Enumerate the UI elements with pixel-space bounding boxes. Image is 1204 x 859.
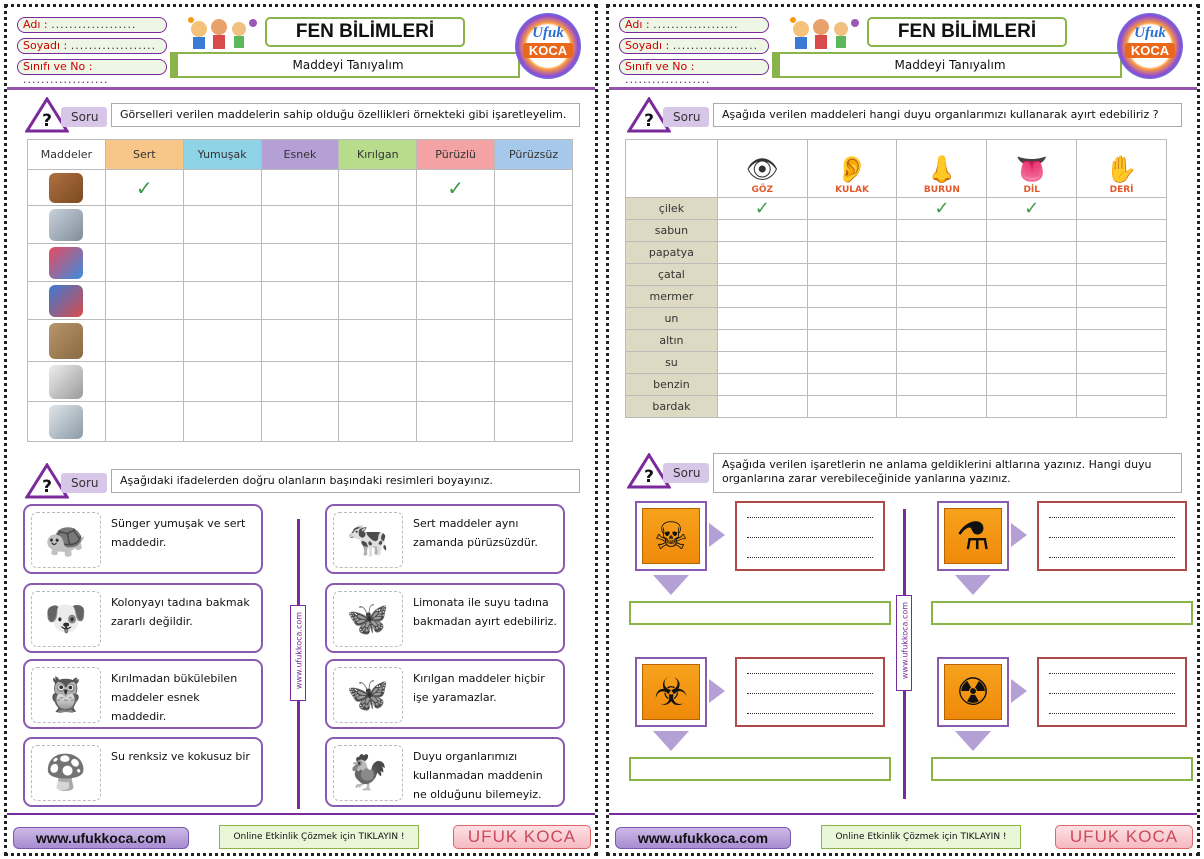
question-text: Aşağıda verilen maddeleri hangi duyu organlarımızı kullanarak ayırt edebiliriz ? [713,103,1182,127]
property-cell[interactable] [105,170,183,206]
eye-icon: 👁 [745,155,779,185]
property-cell[interactable] [105,402,183,442]
class-dots: ................... [625,73,711,86]
organ-label: KULAK [835,185,869,195]
item-label: sabun [626,220,718,242]
arrow-down-icon [653,575,689,595]
property-cell[interactable] [495,206,573,244]
wood-log-image [28,170,106,206]
property-cell[interactable] [183,402,261,442]
table-row [28,282,573,320]
column-header: Sert [105,140,183,170]
table-row [28,320,573,362]
warning-sign-frame [937,501,1009,571]
sense-cell[interactable] [897,308,987,330]
sense-cell[interactable] [807,286,897,308]
name-label: Adı : [23,18,48,31]
table-row [28,244,573,282]
organ-header [897,140,987,198]
checkmark-icon: ✓ [1024,198,1040,219]
skull-icon: ☠ [642,508,700,564]
statement-text: Kırılgan maddeler hiçbir işe yaramazlar. [413,672,545,704]
item-label: benzin [626,374,718,396]
mushroom-icon[interactable]: 🍄 [31,745,101,801]
sense-cell[interactable] [1077,220,1167,242]
statement-card[interactable] [325,659,565,729]
sense-cell[interactable] [897,242,987,264]
property-cell[interactable] [417,320,495,362]
pillow-image [28,362,106,402]
arrow-right-icon [709,679,725,703]
sense-cell[interactable] [807,220,897,242]
logo-line1: Ufuk [1134,25,1166,41]
property-cell[interactable] [339,244,417,282]
organ-header [717,140,807,198]
property-cell[interactable] [261,362,339,402]
sense-cell[interactable] [807,198,897,220]
sense-cell[interactable] [807,330,897,352]
answer-box[interactable] [735,657,885,727]
checkmark-icon: ✓ [135,175,153,200]
sense-cell[interactable] [717,374,807,396]
sense-cell[interactable] [987,352,1077,374]
statement-card[interactable] [23,659,263,729]
properties-table [27,139,573,442]
spoon-image [28,206,106,244]
property-cell[interactable] [339,320,417,362]
statement-card[interactable] [23,737,263,807]
online-activity-link[interactable]: Online Etkinlik Çözmek için TIKLAYIN ! [821,825,1021,849]
item-label: bardak [626,396,718,418]
radiation-icon: ☢ [944,664,1002,720]
sense-cell[interactable] [717,396,807,418]
answer-box[interactable] [1037,501,1187,571]
svg-text:?: ? [42,477,52,497]
dotted-line [747,713,873,714]
sense-cell[interactable] [717,330,807,352]
organ-header [987,140,1077,198]
footer-divider [609,813,1197,815]
table-row [626,396,1167,418]
sense-cell[interactable] [987,220,1077,242]
arrow-down-icon [653,731,689,751]
page-title: FEN BİLİMLERİ [867,17,1067,47]
butterfly-2-icon[interactable]: 🦋 [333,667,403,723]
sense-cell[interactable] [807,352,897,374]
sense-cell[interactable] [1077,308,1167,330]
property-cell[interactable] [261,170,339,206]
dotted-line [1049,537,1175,538]
dotted-line [747,673,873,674]
arrow-right-icon [1011,523,1027,547]
question-label: Soru [61,473,107,493]
right-worksheet [606,4,1200,856]
property-cell[interactable] [495,282,573,320]
sense-cell[interactable] [897,330,987,352]
property-cell[interactable] [417,206,495,244]
balloons-image [28,244,106,282]
property-cell[interactable] [495,170,573,206]
item-label: çatal [626,264,718,286]
springs-icon [49,285,83,317]
pillow-icon [49,365,83,399]
rooster-icon[interactable]: 🐓 [333,745,403,801]
springs-image [28,282,106,320]
glass-icon [49,405,83,439]
property-cell[interactable] [339,170,417,206]
property-cell[interactable] [261,402,339,442]
meaning-answer-field[interactable] [931,757,1193,781]
statement-text: Duyu organlarımızı kullanmadan maddenin ne olduğunu bilemeyiz. [413,750,543,801]
column-header: Maddeler [28,140,106,170]
table-row [626,374,1167,396]
sense-cell[interactable] [807,374,897,396]
property-cell[interactable] [261,282,339,320]
question-label: Soru [663,107,709,127]
column-header: Pürüzsüz [495,140,573,170]
sense-cell[interactable] [1077,264,1167,286]
property-cell[interactable] [417,402,495,442]
sense-cell[interactable] [897,286,987,308]
sense-cell[interactable] [717,352,807,374]
column-header: Kırılgan [339,140,417,170]
sense-cell[interactable] [717,286,807,308]
tongue-icon: 👅 [1015,155,1048,185]
svg-text:?: ? [644,467,654,487]
statement-card[interactable] [325,504,565,574]
table-row [626,286,1167,308]
organ-label: DİL [1023,185,1040,195]
website-vertical-badge [896,595,912,691]
item-label: çilek [626,198,718,220]
statement-card[interactable] [325,583,565,653]
dotted-line [747,693,873,694]
page-subtitle: Maddeyi Tanıyalım [170,52,520,78]
dotted-line [747,517,873,518]
corner-cell [626,140,718,198]
table-row [626,330,1167,352]
property-cell[interactable] [261,206,339,244]
ufuk-koca-logo [515,13,581,79]
question-label: Soru [61,107,107,127]
statement-text: Sünger yumuşak ve sert maddedir. [111,517,246,549]
answer-box[interactable] [1037,657,1187,727]
sense-cell[interactable] [717,198,807,220]
sense-cell[interactable] [807,242,897,264]
sense-cell[interactable] [897,220,987,242]
table-row [626,198,1167,220]
column-header: Pürüzlü [417,140,495,170]
property-cell[interactable] [339,282,417,320]
question-2-header [25,463,580,499]
item-label: un [626,308,718,330]
item-label: papatya [626,242,718,264]
statement-card[interactable] [325,737,565,807]
dotted-line [1049,517,1175,518]
kids-clipart-icon [187,15,259,51]
surname-dots: ................... [70,39,157,52]
answer-box[interactable] [735,501,885,571]
wood-log-icon [49,173,83,203]
website-vertical-badge [290,605,306,701]
dotted-line [1049,693,1175,694]
sense-cell[interactable] [987,396,1077,418]
statement-card[interactable] [23,504,263,574]
statement-text: Sert maddeler aynı zamanda pürüzsüzdür. [413,517,538,549]
surname-label: Soyadı : [625,39,670,52]
question-label: Soru [663,463,709,483]
property-cell[interactable] [261,320,339,362]
question-text: Aşağıda verilen işaretlerin ne anlama geldiklerini altlarına yazınız. Hangi duyu organlarına zarar verebileceğinide yanlarına yazınız. [713,453,1182,493]
footer-divider [7,813,595,815]
property-cell[interactable] [339,206,417,244]
sense-cell[interactable] [987,286,1077,308]
sense-cell[interactable] [717,264,807,286]
table-row [626,352,1167,374]
vertical-badge-text: www.ufukkoca.com [900,601,910,680]
name-field[interactable] [619,17,769,33]
sense-cell[interactable] [897,374,987,396]
question-text: Aşağıdaki ifadelerden doğru olanların başındaki resimleri boyayınız. [111,469,580,493]
name-dots: ................... [51,18,137,31]
sense-cell[interactable] [717,242,807,264]
arrow-right-icon [709,523,725,547]
rock-icon [49,323,83,359]
sense-cell[interactable] [897,264,987,286]
dotted-line [1049,673,1175,674]
table-row [28,362,573,402]
property-cell[interactable] [105,282,183,320]
balloons-icon [49,247,83,279]
page-subtitle: Maddeyi Tanıyalım [772,52,1122,78]
property-cell[interactable] [261,244,339,282]
organ-header [807,140,897,198]
organ-label: GÖZ [751,185,774,195]
table-row [28,206,573,244]
sense-cell[interactable] [987,374,1077,396]
property-cell[interactable] [183,206,261,244]
organ-label: BURUN [923,185,960,195]
checkmark-icon: ✓ [754,198,770,219]
name-field[interactable] [17,17,167,33]
name-dots: ................... [653,18,739,31]
sense-cell[interactable] [807,264,897,286]
statement-text: Limonata ile suyu tadına bakmadan ayırt edebiliriz. [413,596,557,628]
property-cell[interactable] [495,320,573,362]
question-1-header [627,97,1182,133]
header-divider [7,87,595,90]
website-link[interactable]: www.ufukkoca.com [615,827,791,849]
vertical-badge-text: www.ufukkoca.com [294,611,304,690]
sense-cell[interactable] [897,198,987,220]
property-cell[interactable] [417,362,495,402]
logo-line1: Ufuk [532,25,564,41]
sense-cell[interactable] [987,198,1077,220]
sense-cell[interactable] [987,242,1077,264]
checkmark-icon: ✓ [447,175,465,200]
question-1-header [25,97,580,133]
class-dots: ................... [23,73,109,86]
page-title: FEN BİLİMLERİ [265,17,465,47]
table-row [626,220,1167,242]
statement-text: Kırılmadan bükülebilen maddeler esnek maddedir. [111,672,238,723]
left-worksheet [4,4,598,856]
property-cell[interactable] [417,244,495,282]
turtle-icon[interactable]: 🐢 [31,512,101,568]
sense-cell[interactable] [1077,374,1167,396]
logo-line2: KOCA [523,43,573,58]
table-row [28,170,573,206]
kids-clipart-icon [789,15,861,51]
ufuk-koca-logo [1117,13,1183,79]
property-cell[interactable] [183,282,261,320]
sense-cell[interactable] [1077,396,1167,418]
class-label: Sınıfı ve No : [23,60,93,73]
item-label: mermer [626,286,718,308]
sense-cell[interactable] [1077,242,1167,264]
surname-field[interactable] [17,38,167,54]
sense-cell[interactable] [987,330,1077,352]
author-name: UFUK KOCA [1055,825,1193,849]
property-cell[interactable] [105,206,183,244]
arrow-down-icon [955,575,991,595]
class-field[interactable] [17,59,167,86]
property-cell[interactable] [105,244,183,282]
table-row [626,264,1167,286]
cow-icon[interactable]: 🐄 [333,512,403,568]
surname-field[interactable] [619,38,769,54]
item-label: altın [626,330,718,352]
sense-cell[interactable] [897,396,987,418]
checkmark-icon: ✓ [934,198,950,219]
website-link[interactable]: www.ufukkoca.com [13,827,189,849]
property-cell[interactable] [183,244,261,282]
surname-dots: ................... [672,39,759,52]
surname-label: Soyadı : [23,39,68,52]
header-divider [609,87,1197,90]
organ-header [1077,140,1167,198]
senses-table [625,139,1167,418]
arrow-right-icon [1011,679,1027,703]
author-name: UFUK KOCA [453,825,591,849]
property-cell[interactable] [105,362,183,402]
property-cell[interactable] [183,170,261,206]
sense-cell[interactable] [717,220,807,242]
sense-cell[interactable] [807,396,897,418]
svg-text:?: ? [42,111,52,131]
online-activity-link[interactable]: Online Etkinlik Çözmek için TIKLAYIN ! [219,825,419,849]
sense-cell[interactable] [987,264,1077,286]
question-2-header [627,447,1182,493]
sense-cell[interactable] [807,308,897,330]
nose-icon: 👃 [925,155,959,185]
spoon-icon [49,209,83,241]
item-label: su [626,352,718,374]
warning-sign-frame [937,657,1009,727]
property-cell[interactable] [339,362,417,402]
property-cell[interactable] [495,402,573,442]
table-row [626,308,1167,330]
dotted-line [1049,557,1175,558]
ear-icon: 👂 [835,155,869,185]
hand-icon: ✋ [1105,155,1138,185]
dotted-line [747,557,873,558]
statement-card[interactable] [23,583,263,653]
class-field[interactable] [619,59,769,86]
butterfly-icon[interactable]: 🦋 [333,591,403,647]
rock-image [28,320,106,362]
dog-icon[interactable]: 🐶 [31,591,101,647]
corrosive-icon: ⚗ [944,508,1002,564]
statement-text: Kolonyayı tadına bakmak zararlı değildir. [111,596,250,628]
logo-line2: KOCA [1125,43,1175,58]
class-label: Sınıfı ve No : [625,60,695,73]
dotted-line [1049,713,1175,714]
svg-text:?: ? [644,111,654,131]
question-text: Görselleri verilen maddelerin sahip olduğu özellikleri örnekteki gibi işaretleyelim. [111,103,580,127]
owl-icon[interactable]: 🦉 [31,667,101,723]
table-row [626,242,1167,264]
meaning-answer-field[interactable] [931,601,1193,625]
property-cell[interactable] [183,362,261,402]
sense-cell[interactable] [1077,352,1167,374]
meaning-answer-field[interactable] [629,757,891,781]
meaning-answer-field[interactable] [629,601,891,625]
name-label: Adı : [625,18,650,31]
column-header: Yumuşak [183,140,261,170]
sense-cell[interactable] [717,308,807,330]
biohazard-icon: ☣ [642,664,700,720]
organ-label: DERİ [1109,185,1134,195]
property-cell[interactable] [339,402,417,442]
dotted-line [747,537,873,538]
property-cell[interactable] [183,320,261,362]
glass-image [28,402,106,442]
property-cell[interactable] [495,362,573,402]
sense-cell[interactable] [1077,286,1167,308]
property-cell[interactable] [495,244,573,282]
property-cell[interactable] [417,170,495,206]
property-cell[interactable] [105,320,183,362]
warning-sign-frame [635,657,707,727]
warning-sign-frame [635,501,707,571]
column-header: Esnek [261,140,339,170]
property-cell[interactable] [417,282,495,320]
sense-cell[interactable] [987,308,1077,330]
sense-cell[interactable] [1077,198,1167,220]
sense-cell[interactable] [897,352,987,374]
statement-text: Su renksiz ve kokusuz bir [111,750,250,763]
sense-cell[interactable] [1077,330,1167,352]
arrow-down-icon [955,731,991,751]
table-row [28,402,573,442]
